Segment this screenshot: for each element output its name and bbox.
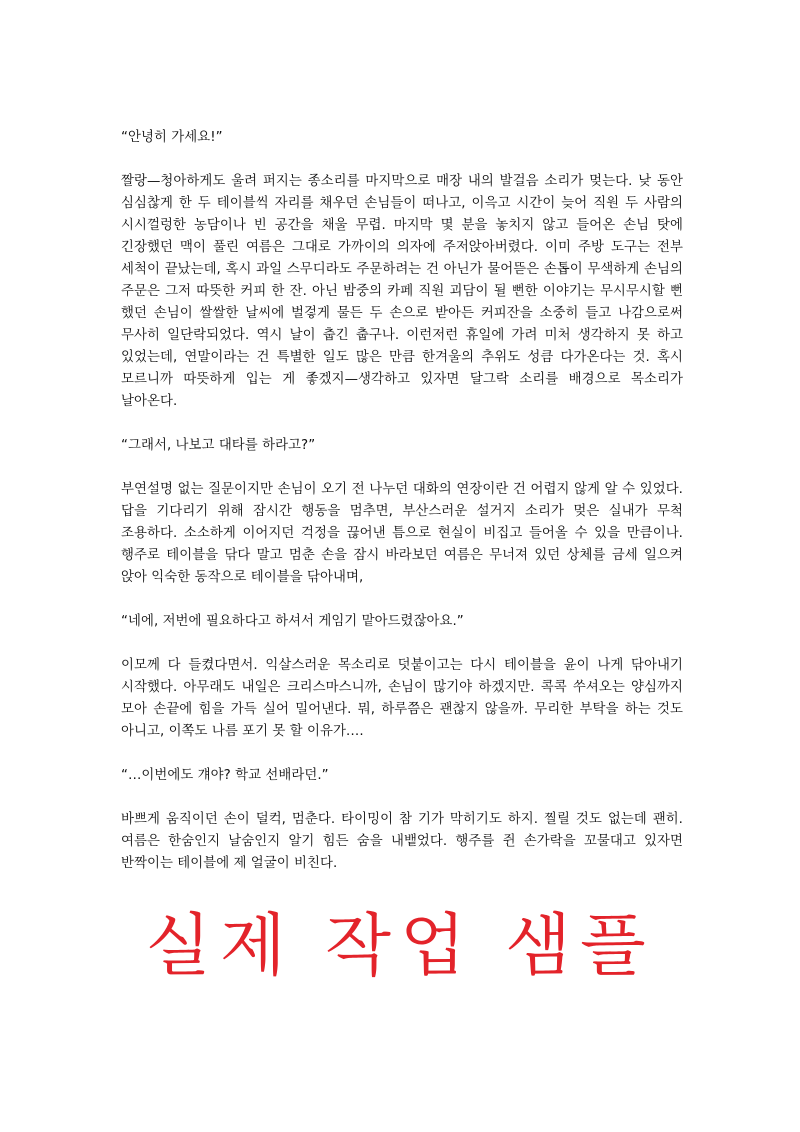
dialogue-line: “안녕히 가세요!” [121, 130, 223, 145]
narration-paragraph: 이모께 다 들켰다면서. 익살스러운 목소리로 덧붙이고는 다시 테이블을 윤이 나게 닦아내기 시작했다. 아무래도 내일은 크리스마스니까, 손님이 많기야 하겠지만. 콕콕 쑤셔오는 양심까지 모아 손끝에 힘을 가득 실어 밀어낸다. 뭐, 하루쯤은 괜찮지 않을까. 무리한 부탁을 하는 것도 아니고, 이쪽도 나름 포기 못 할 이유가…. [121, 658, 683, 739]
narration-paragraph: 바쁘게 움직이던 손이 덜컥, 멈춘다. 타이밍이 참 기가 막히기도 하지. 찔릴 것도 없는데 괜히. 여름은 한숨인지 날숨인지 알기 힘든 숨을 내뱉었다. 행주를 쥔 손가락을 꼬물대고 있자면 반짝이는 테이블에 제 얼굴이 비친다. [121, 812, 683, 871]
dialogue-line: “그래서, 나보고 대타를 하라고?” [121, 438, 316, 453]
narration-paragraph: 부연설명 없는 질문이지만 손님이 오기 전 나누던 대화의 연장이란 건 어렵지 않게 알 수 있었다. 답을 기다리기 위해 잠시간 행동을 멈추면, 부산스러운 설거지 소리가 멎은 실내가 무척 조용하다. 소소하게 이어지던 걱정을 끊어낸 틈으로 현실이 비집고 들어올 수 있을 만큼이나. 행주로 테이블을 닦다 말고 멈춘 손을 잠시 바라보던 여름은 무너져 있던 상체를 금세 일으켜 앉아 익숙한 동작으로 테이블을 닦아내며, [121, 482, 683, 585]
sample-watermark: 실제 작업 샘플 [145, 907, 655, 986]
dialogue-line: “…이번에도 걔야? 학교 선배라던.” [121, 768, 329, 783]
dialogue-line: “네에, 저번에 필요하다고 하셔서 게임기 맡아드렸잖아요.” [121, 614, 464, 629]
story-text [121, 127, 683, 897]
narration-paragraph: 짤랑—청아하게도 울려 퍼지는 종소리를 마지막으로 매장 내의 발걸음 소리가 멎는다. 낮 동안 심심찮게 한 두 테이블씩 자리를 채우던 손님들이 떠나고, 이윽고 시간이 늦어 직원 두 사람의 시시껄렁한 농담이나 빈 공간을 채울 무렵. 마지막 몇 분을 놓치지 않고 들어온 손님 탓에 긴장했던 맥이 풀린 여름은 그대로 가까이의 의자에 주저앉아버렸다. 이미 주방 도구는 전부 세척이 끝났는데, 혹시 과일 스무디라도 주문하려는 건 아닌가 물어뜯은 손톱이 무색하게 손님의 주문은 그저 따뜻한 커피 한 잔. 아닌 밤중의 카페 직원 괴담이 될 뻔한 이야기는 무시무시할 뻔 했던 손님이 쌀쌀한 날씨에 벌겋게 물든 두 손으로 받아든 커피잔을 소중히 들고 나감으로써 무사히 일단락되었다. 역시 날이 춥긴 춥구나. 이런저런 휴일에 가려 미처 생각하지 못 하고 있었는데, 연말이라는 건 특별한 일도 많은 만큼 한겨울의 추위도 성큼 다가온다는 것. 혹시 모르니까 따뜻하게 입는 게 좋겠지—생각하고 있자면 달그락 소리를 배경으로 목소리가 날아온다. [121, 174, 683, 409]
